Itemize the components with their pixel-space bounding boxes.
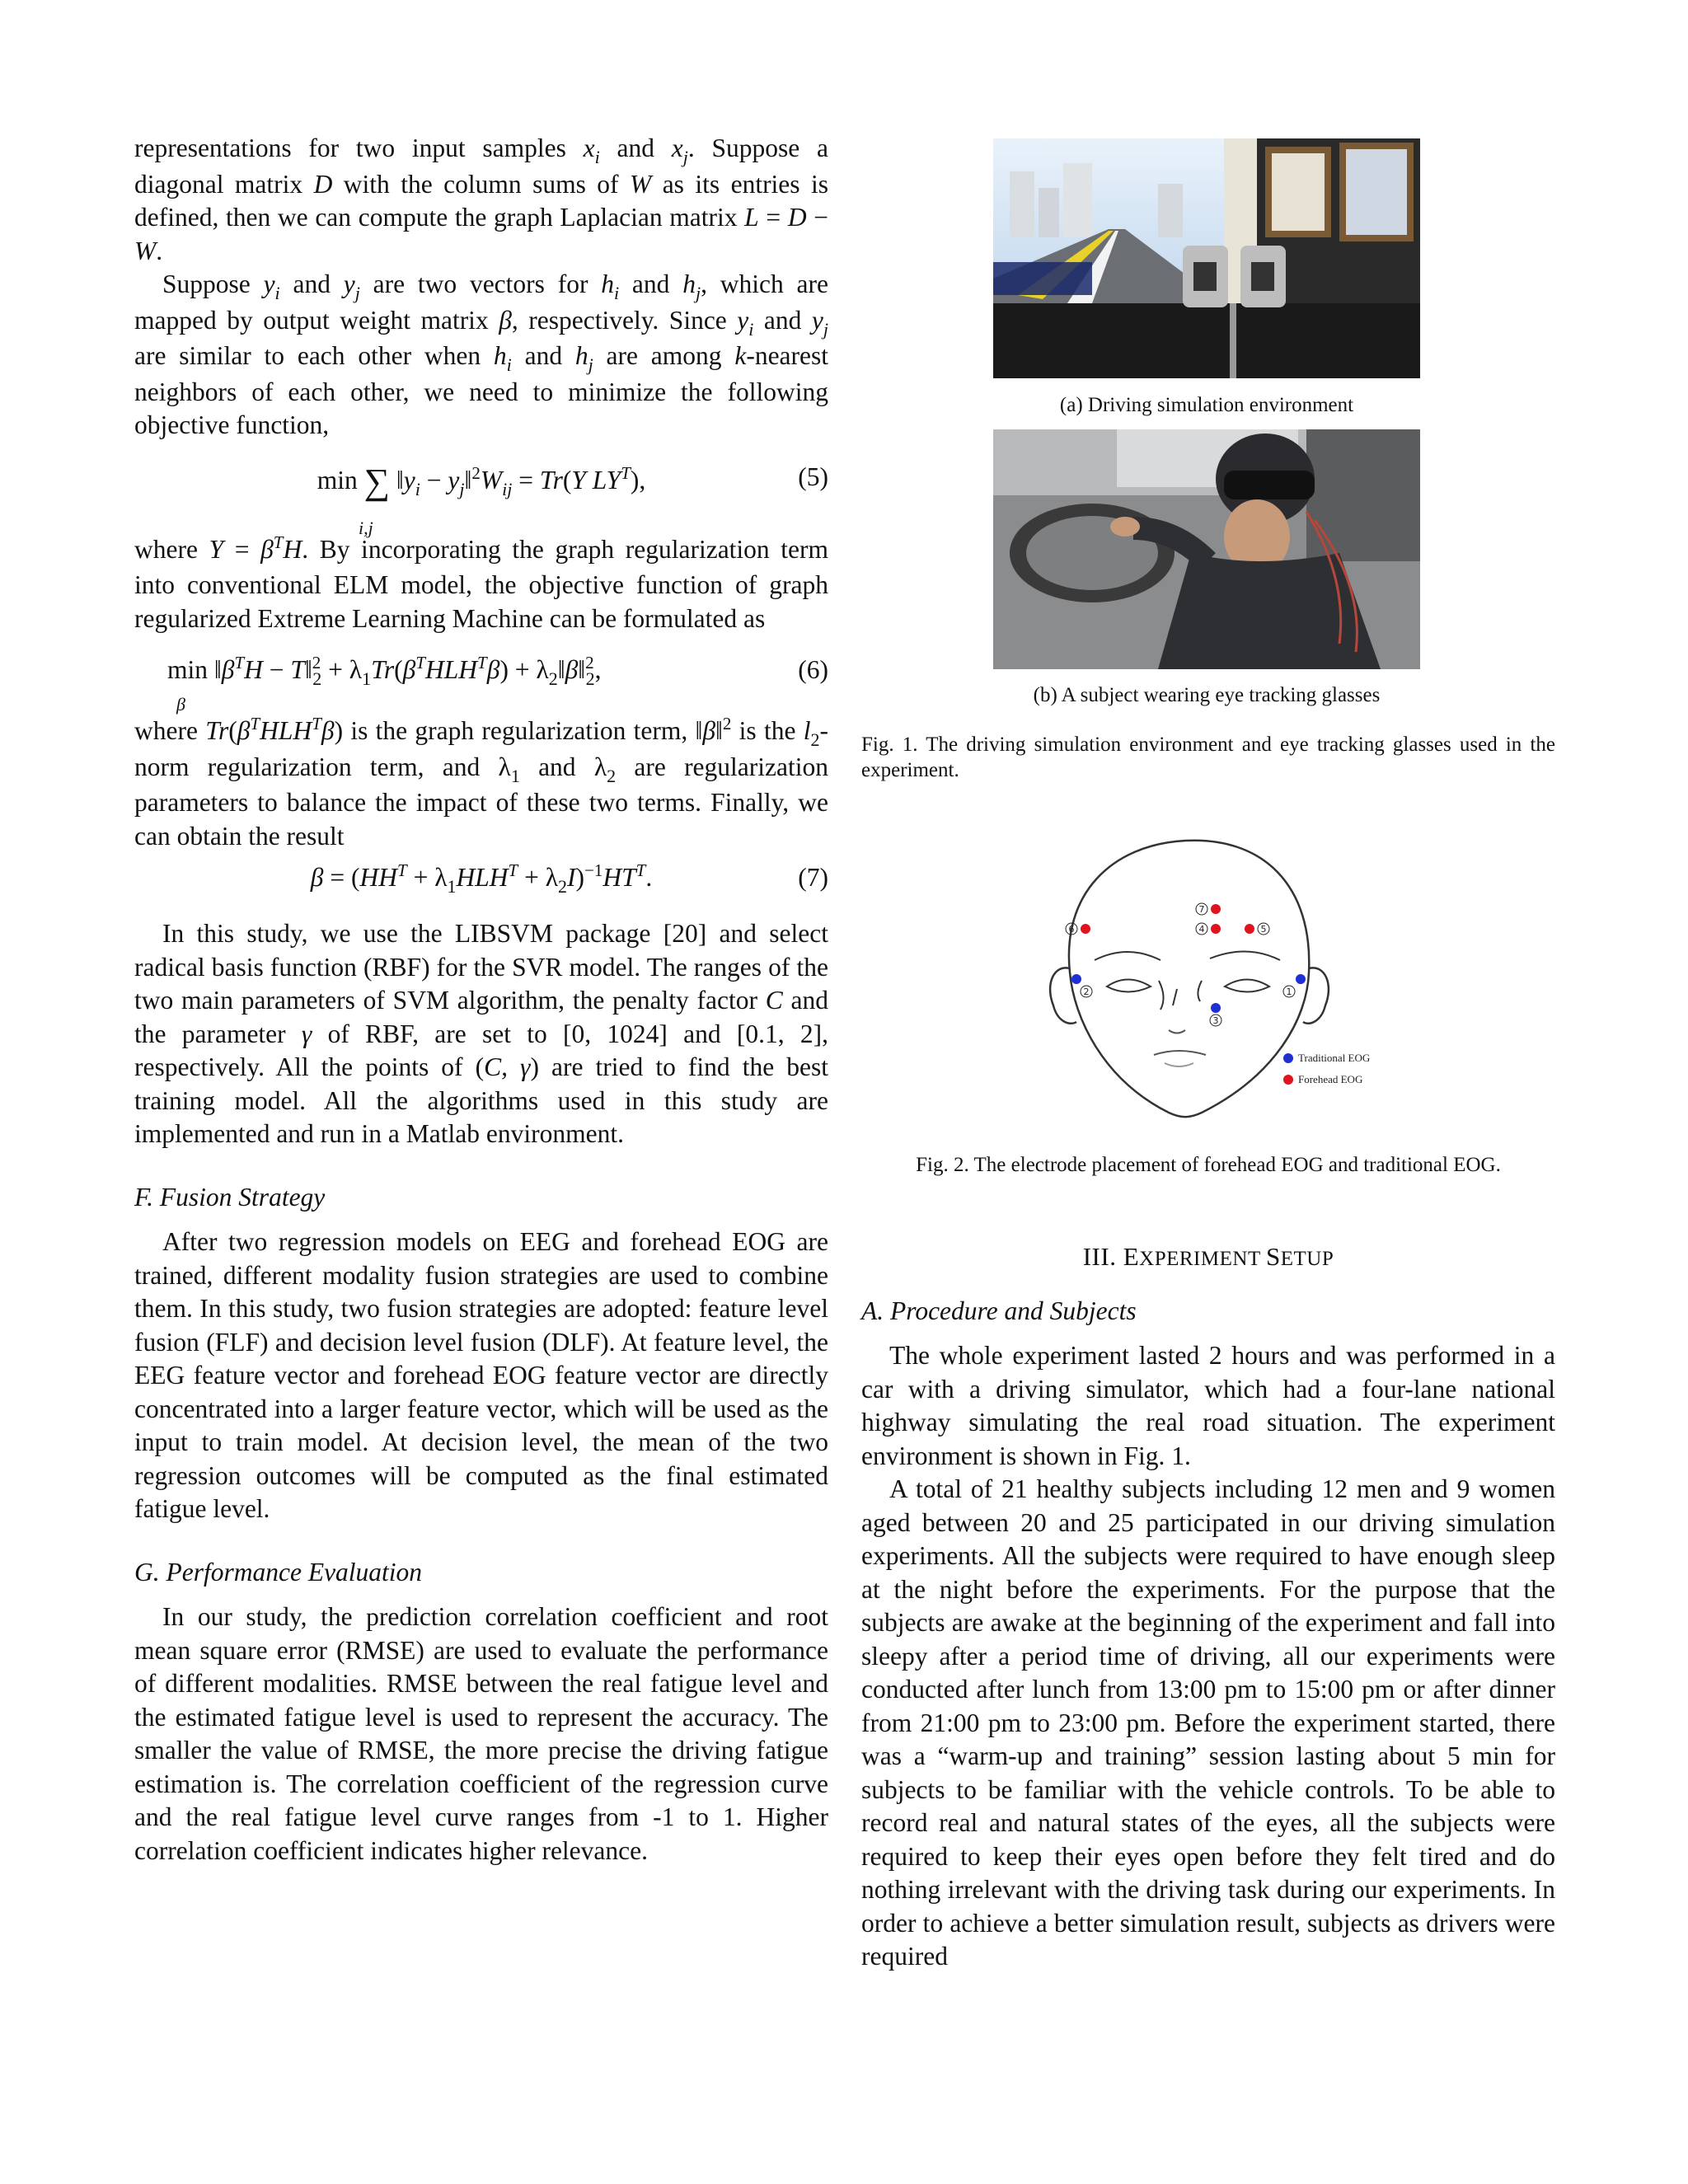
head-diagram: [1045, 828, 1391, 1125]
legend-traditional-label: Traditional EOG: [1298, 1052, 1371, 1064]
legend-forehead-label: Forehead EOG: [1298, 1073, 1363, 1085]
right-eye: [1225, 980, 1269, 992]
mouth: [1154, 1051, 1206, 1055]
electrode-label: 5: [1260, 924, 1267, 935]
equation-5: min ∑ i,j $‖y_i$ − $y_j‖^2W_{ij} = Tr(Y$ $LY^T$), (5): [316, 461, 828, 538]
equation-7: $\beta = (HH^T + \lambda_1HLH^T + \lambda_2I)^{-1}HT^T$. (7): [310, 860, 828, 897]
paragraph: In our study, the prediction correlation coefficient and root mean square error (RMSE) are used to evaluate the performance of different modalities. RMSE between the real fatigue level and the estimated fatigue level is used to represent the accuracy. The smaller the value of RMSE, the more precise the driving fatigue estimation is. The correlation coefficient of the regression curve and the real fatigue level curve ranges from -1 to 1. Higher correlation coefficient indicates higher relevance.: [134, 1602, 828, 1865]
electrode-2: [1071, 974, 1081, 984]
nose: [1169, 1030, 1185, 1033]
right-ear: [1303, 968, 1329, 1023]
paragraph: representations for two input samples $x_i$ and $x_j$. Suppose a diagonal matrix D with the column sums of W as its entries is defined, then we can compute the graph Laplacian matrix L = D − W.: [134, 134, 829, 265]
equation-6: min β $‖\beta^TH$ − T‖$^2_2$ + $\lambda_1Tr(\beta^THLH^T\beta)$ + $\lambda_2‖\beta‖^2_2$, (6): [167, 653, 828, 715]
driving-simulation-photo: [993, 138, 1420, 378]
left-column: [134, 132, 828, 1868]
paragraph: Suppose $y_i$ and $y_j$ are two vectors for $h_i$ and $h_j$, which are mapped by output weight matrix β, respectively. Since $y_i$ and $y_j$ are similar to each other when $h_i$ and $h_j$ are among k-nearest neighbors of each other, we need to minimize the following objective function,: [134, 269, 829, 439]
legend-traditional-marker: [1283, 1053, 1293, 1063]
paragraph: A total of 21 healthy subjects including 12 men and 9 women aged between 20 and 25 participated in our driving simulation experiments. All the subjects were required to have enough sleep at the night before the experiments. For the purpose that the subjects are awake at the beginning of the experiment and fall into sleepy after a period time of driving, all our experiments were conducted after lunch from 13:00 pm to 15:00 pm or after dinner from 21:00 pm to 23:00 pm. Before the experiment started, there was a “warm-up and training” session lasting about 5 min for subjects to be familiar with the vehicle controls. To be able to record real and natural states of the eyes, all the subjects were required to keep their eyes open before they felt tired and do nothing irrelevant with the driving task during our experiments. In order to achieve a better simulation result, subjects as drivers were required: [861, 1474, 1555, 1971]
figure-2-caption: Fig. 2. The electrode placement of forehead EOG and traditional EOG.: [916, 1154, 1501, 1176]
subject-image: [993, 429, 1420, 669]
electrode-label: 1: [1286, 987, 1292, 997]
paragraph: where $Tr(\beta^THLH^T\beta)$ is the graph regularization term, ‖β‖$^2$ is the $l_2$-norm regularization term, and $\lambda_1$ and $\lambda_2$ are regularization parameters to balance the impact of these two terms. Finally, we can obtain the result: [134, 714, 828, 851]
electrode-5: [1245, 924, 1254, 934]
section-heading-f: F. Fusion Strategy: [134, 1182, 326, 1212]
electrode-1: [1296, 974, 1306, 984]
paragraph: In this study, we use the LIBSVM package [20] and select radical basis function (RBF) for the SVR model. The ranges of the two main parameters of SVM algorithm, the penalty factor C and the parameter γ of RBF, are set to [0, 1024] and [0.1, 2], respectively. All the points of (C, γ) are tried to find the best training model. All the algorithms used in this study are implemented and run in a Matlab environment.: [134, 919, 828, 1148]
section-heading-a: A. Procedure and Subjects: [861, 1296, 1137, 1325]
left-eyebrow: [1095, 952, 1160, 960]
right-eyebrow: [1210, 951, 1280, 960]
equation-number: (5): [798, 462, 828, 491]
electrode-7: [1211, 904, 1221, 914]
simulator-scene-image: [993, 138, 1420, 378]
section-heading-g: G. Performance Evaluation: [134, 1557, 423, 1586]
electrode-label: 3: [1212, 1015, 1219, 1026]
electrode-4: [1211, 924, 1221, 934]
paragraph: After two regression models on EEG and forehead EOG are trained, different modality fusion strategies are used to combine them. In this study, two fusion strategies are adopted: feature level fusion (FLF) and decision level fusion (DLF). At feature level, the EEG feature vector and forehead EOG feature vector are directly concentrated into a larger feature vector, which will be used as the input to train model. At decision level, the mean of the two regression outcomes will be computed as the final estimated fatigue level.: [134, 1227, 828, 1523]
figure-1a-caption: (a) Driving simulation environment: [1059, 394, 1354, 416]
electrode-label: 7: [1198, 904, 1205, 915]
electrode-placement-diagram: [1045, 828, 1391, 1125]
electrode-3: [1211, 1003, 1221, 1013]
section-heading-iii: III. EXPERIMENT SETUP: [1082, 1242, 1334, 1271]
legend-forehead-marker: [1283, 1075, 1293, 1085]
left-eye: [1107, 980, 1151, 992]
subject-eye-tracking-photo: [993, 429, 1420, 669]
equation-number: (7): [798, 863, 828, 892]
figure-1-caption: Fig. 1. The driving simulation environment and eye tracking glasses used in the experiment.: [861, 733, 1555, 781]
head-outline: [1069, 841, 1309, 1118]
electrode-label: 2: [1083, 987, 1090, 997]
electrode-label: 6: [1068, 924, 1075, 935]
equation-number: (6): [798, 655, 828, 684]
electrode-6: [1081, 924, 1090, 934]
electrode-label: 4: [1198, 924, 1205, 935]
figure-1b-caption: (b) A subject wearing eye tracking glasses: [1033, 684, 1381, 706]
right-column-text: [861, 1240, 1555, 1974]
paragraph: The whole experiment lasted 2 hours and was performed in a car with a driving simulator, which had a four-lane national highway simulating the real road situation. The experiment environment is shown in Fig. 1.: [861, 1341, 1555, 1470]
paragraph: where $Y = \beta^TH$. By incorporating the graph regularization term into conventional ELM model, the objective function of graph regularized Extreme Learning Machine can be formulated as: [134, 532, 829, 633]
